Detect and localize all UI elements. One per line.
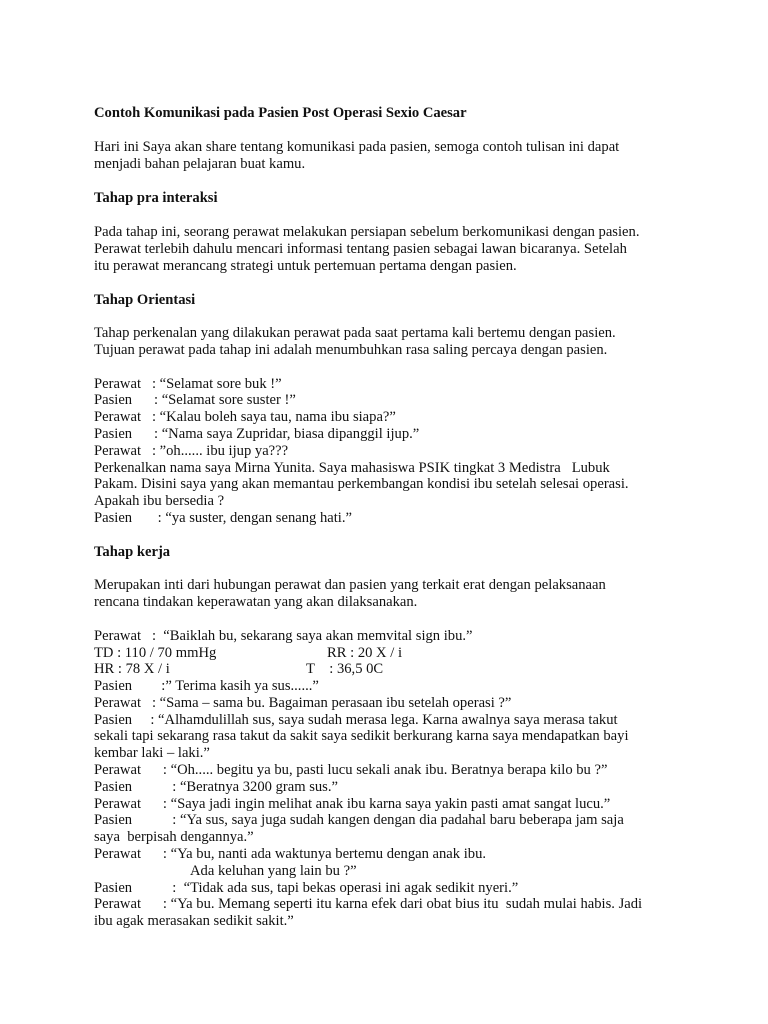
dialog-line: sekali tapi sekarang rasa takut da sakit saya sedikit berkurang karna saya mendapatkan bayi (94, 728, 629, 744)
dialog-line: Perawat : “Oh..... begitu ya bu, pasti lucu sekali anak ibu. Beratnya berapa kilo bu ?” (94, 762, 608, 778)
vital-td: TD : 110 / 70 mmHg (94, 645, 217, 661)
paragraph-line: rencana tindakan keperawatan yang akan dilaksanakan. (94, 594, 418, 610)
dialog-line: Perawat : “Ya bu. Memang seperti itu karna efek dari obat bius itu sudah mulai habis. Jadi (94, 896, 643, 912)
dialog-line: Pasien : “Ya sus, saya juga sudah kangen dengan dia padahal baru beberapa jam saja (94, 812, 624, 828)
section-heading-orientasi: Tahap Orientasi (94, 292, 196, 308)
dialog-line: Pasien : “Alhamdulillah sus, saya sudah merasa lega. Karna awalnya saya merasa takut (94, 712, 618, 728)
dialog-line: Apakah ibu bersedia ? (94, 493, 225, 509)
dialog-line: Pakam. Disini saya yang akan memantau perkembangan kondisi ibu setelah selesai operasi. (94, 476, 629, 492)
dialog-line: saya berpisah dengannya.” (94, 829, 254, 845)
vital-t: T : 36,5 0C (306, 661, 384, 677)
paragraph-line: Perawat terlebih dahulu mencari informasi tentang pasien sebagai lawan bicaranya. Setelah (94, 241, 627, 257)
dialog-line: kembar laki – laki.” (94, 745, 210, 761)
paragraph-line: Pada tahap ini, seorang perawat melakukan persiapan sebelum berkomunikasi dengan pasien. (94, 224, 640, 240)
dialog-line: Perkenalkan nama saya Mirna Yunita. Saya mahasiswa PSIK tingkat 3 Medistra Lubuk (94, 460, 610, 476)
intro-line: Hari ini Saya akan share tentang komunikasi pada pasien, semoga contoh tulisan ini dapat (94, 139, 620, 155)
paragraph-line: Tujuan perawat pada tahap ini adalah menumbuhkan rasa saling percaya dengan pasien. (94, 342, 608, 358)
dialog-line: Perawat : “Selamat sore buk !” (94, 376, 282, 392)
dialog-line: Pasien : “Selamat sore suster !” (94, 392, 296, 408)
dialog-line: Perawat : “Ya bu, nanti ada waktunya bertemu dengan anak ibu. (94, 846, 487, 862)
intro-line: menjadi bahan pelajaran buat kamu. (94, 156, 306, 172)
section-heading-pra-interaksi: Tahap pra interaksi (94, 190, 218, 206)
dialog-line: Perawat : “Saya jadi ingin melihat anak ibu karna saya yakin pasti amat sangat lucu.” (94, 796, 611, 812)
vital-rr: RR : 20 X / i (327, 645, 403, 661)
dialog-line: Pasien : “Beratnya 3200 gram sus.” (94, 779, 338, 795)
document-title: Contoh Komunikasi pada Pasien Post Operasi Sexio Caesar (94, 105, 467, 121)
dialog-line: Perawat : “Kalau boleh saya tau, nama ibu siapa?” (94, 409, 396, 425)
dialog-line: Pasien : “Tidak ada sus, tapi bekas operasi ini agak sedikit nyeri.” (94, 880, 519, 896)
vital-hr: HR : 78 X / i (94, 661, 170, 677)
dialog-line: ibu agak merasakan sedikit sakit.” (94, 913, 294, 929)
dialog-line: Pasien : “Nama saya Zupridar, biasa dipanggil ijup.” (94, 426, 420, 442)
dialog-line-indented: Ada keluhan yang lain bu ?” (190, 863, 357, 879)
dialog-line: Perawat : “Sama – sama bu. Bagaiman perasaan ibu setelah operasi ?” (94, 695, 512, 711)
paragraph-line: itu perawat merancang strategi untuk pertemuan pertama dengan pasien. (94, 258, 517, 274)
dialog-line: Perawat : “Baiklah bu, sekarang saya akan memvital sign ibu.” (94, 628, 473, 644)
paragraph-line: Merupakan inti dari hubungan perawat dan pasien yang terkait erat dengan pelaksanaan (94, 577, 606, 593)
dialog-line: Pasien : “ya suster, dengan senang hati.” (94, 510, 352, 526)
section-heading-kerja: Tahap kerja (94, 544, 171, 560)
paragraph-line: Tahap perkenalan yang dilakukan perawat pada saat pertama kali bertemu dengan pasien. (94, 325, 616, 341)
dialog-line: Pasien :” Terima kasih ya sus......” (94, 678, 319, 694)
dialog-line: Perawat : ”oh...... ibu ijup ya??? (94, 443, 289, 459)
